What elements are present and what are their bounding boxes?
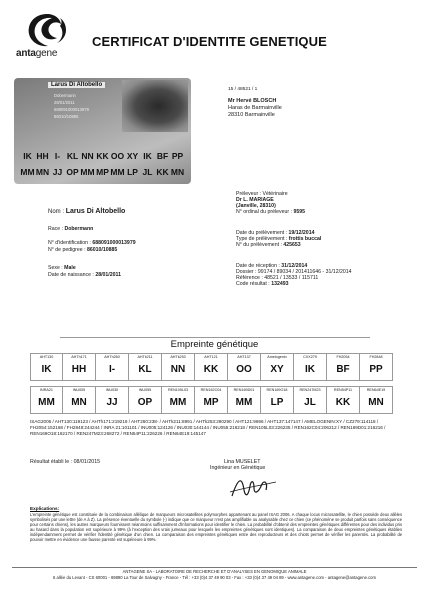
genotype-cell bbox=[63, 353, 96, 381]
genotype-cell bbox=[261, 386, 294, 414]
marker-name: REN169O18 bbox=[266, 388, 288, 392]
genotype-cell bbox=[327, 353, 360, 381]
card-genotype-tag: IK bbox=[143, 151, 152, 161]
marker-name: REN54P11 bbox=[333, 388, 353, 392]
genotype-cell bbox=[294, 386, 327, 414]
genotype-cell bbox=[96, 386, 129, 414]
animal-race: Race : Dobermann bbox=[48, 226, 94, 232]
allele-value: KL bbox=[138, 364, 152, 375]
signer-name: Lina MUSELET bbox=[224, 459, 261, 465]
allele-value: LP bbox=[270, 397, 284, 408]
result-code: Code résultat : 132493 bbox=[236, 281, 289, 287]
recipient-name: Mr Hervé BLOSCH bbox=[228, 98, 277, 104]
marker-name: FH2848 bbox=[369, 355, 383, 359]
signer-role: Ingénieur en Génétique bbox=[210, 465, 266, 471]
marker-name: REN169D01 bbox=[233, 388, 255, 392]
allele-value: I- bbox=[108, 364, 116, 375]
allele-value: BF bbox=[336, 364, 350, 375]
card-genotype-row-2 bbox=[20, 167, 185, 177]
card-genotype-tag: BF bbox=[156, 151, 169, 161]
card-genotype-tag: OO bbox=[110, 151, 125, 161]
card-genotype-tag: MN bbox=[170, 167, 185, 177]
animal-name: Nom : Larus Di Altobello bbox=[48, 208, 126, 215]
allele-value: KK bbox=[203, 364, 219, 375]
card-genotype-tag: PP bbox=[171, 151, 184, 161]
genotype-cell bbox=[195, 386, 228, 414]
sample-date: Date du prélèvement : 19/12/2014 bbox=[236, 230, 315, 236]
marker-name: REN64E19 bbox=[366, 388, 386, 392]
recipient-address-1: Haras de Barmainville bbox=[228, 105, 282, 111]
genotype-cell bbox=[129, 386, 162, 414]
recipient-address-2: 28310 Barmainville bbox=[228, 112, 275, 118]
section-divider bbox=[60, 337, 370, 338]
allele-value: MM bbox=[235, 397, 253, 408]
allele-value: PP bbox=[369, 364, 383, 375]
sampler-ordinal: N° ordinal du préleveur : 9595 bbox=[236, 209, 305, 215]
card-id: 688091000013979 bbox=[54, 107, 89, 112]
allele-value: MM bbox=[169, 397, 187, 408]
card-breed: Dobermann bbox=[54, 93, 76, 98]
marker-name: REN247M23 bbox=[299, 388, 321, 392]
allele-value: KK bbox=[335, 397, 351, 408]
allele-value: XY bbox=[270, 364, 284, 375]
allele-value: MP bbox=[203, 397, 219, 408]
empreinte-title: Empreinte génétique bbox=[170, 339, 259, 350]
marker-name: INU055 bbox=[138, 388, 152, 392]
genotype-grid-row-2 bbox=[30, 386, 393, 414]
sampler-city: (Janville, 28310) bbox=[236, 203, 276, 209]
allele-value: JL bbox=[304, 397, 316, 408]
marker-name: AHT121 bbox=[204, 355, 218, 359]
card-pedigree: 86010/10885 bbox=[54, 114, 79, 119]
explications-title: Explications: bbox=[30, 506, 60, 511]
allele-value: NN bbox=[170, 364, 186, 375]
card-genotype-tag: OP bbox=[66, 167, 79, 177]
allele-value: IK bbox=[305, 364, 315, 375]
card-genotype-tag: MN bbox=[35, 167, 50, 177]
genotype-cell bbox=[30, 353, 63, 381]
allele-value: MN bbox=[71, 397, 87, 408]
allele-value: MM bbox=[38, 397, 55, 408]
sampler-name: Dr L. MARIAGE bbox=[236, 197, 274, 203]
card-genotype-tag: LP bbox=[127, 167, 138, 177]
card-genotype-tag: IK bbox=[23, 151, 32, 161]
genotype-cell bbox=[96, 353, 129, 381]
marker-name: AHTh171 bbox=[71, 355, 87, 359]
genotype-cell bbox=[228, 353, 261, 381]
card-dob: 28/01/2011 bbox=[54, 100, 75, 105]
card-genotype-row-1 bbox=[20, 151, 185, 161]
genotype-cell bbox=[360, 353, 393, 381]
marker-name: AHTh260 bbox=[104, 355, 120, 359]
marker-name: CXX279 bbox=[303, 355, 317, 359]
sample-number: N° du prélèvement : 425653 bbox=[236, 242, 301, 248]
genotype-cell bbox=[294, 353, 327, 381]
card-genotype-tag: HH bbox=[36, 151, 49, 161]
genotype-cell bbox=[162, 353, 195, 381]
card-genotype-tag: JJ bbox=[52, 167, 63, 177]
card-genotype-tag: MM bbox=[110, 167, 125, 177]
marker-name: AHT137 bbox=[237, 355, 251, 359]
genotype-cell bbox=[327, 386, 360, 414]
allele-value: OP bbox=[137, 397, 153, 408]
card-name: Larus Di Altobello bbox=[48, 82, 105, 88]
card-genotype-tag: KK bbox=[156, 167, 169, 177]
dog-photo bbox=[122, 80, 188, 132]
id-card-image bbox=[14, 78, 191, 184]
genotype-cell bbox=[129, 353, 162, 381]
logo-wordmark: antagene bbox=[16, 48, 58, 59]
antagene-logo-icon bbox=[24, 12, 70, 48]
marker-name: INU005 bbox=[72, 388, 86, 392]
allele-value: OO bbox=[236, 364, 252, 375]
marker-name: AHTk211 bbox=[137, 355, 153, 359]
marker-name: INRA21 bbox=[40, 388, 53, 392]
document-title: CERTIFICAT D'IDENTITE GENETIQUE bbox=[92, 34, 327, 49]
animal-dob: Date de naissance : 28/01/2011 bbox=[48, 272, 121, 278]
allele-value: JJ bbox=[106, 397, 118, 408]
sampler-title: Préleveur : Vétérinaire bbox=[236, 191, 288, 197]
marker-name: REN105L03 bbox=[167, 388, 189, 392]
marker-name: FH2054 bbox=[336, 355, 350, 359]
card-genotype-tag: MP bbox=[96, 167, 109, 177]
dossier: Dossier : 99174 / 89034 / 201411646 - 31/12/2014 bbox=[236, 269, 352, 275]
sample-type: Type de prélèvement : frottis buccal bbox=[236, 236, 322, 242]
card-genotype-tag: I- bbox=[54, 151, 61, 161]
card-genotype-tag: MM bbox=[20, 167, 35, 177]
genotype-cell bbox=[30, 386, 63, 414]
card-genotype-tag: JL bbox=[142, 167, 153, 177]
genotype-cell bbox=[162, 386, 195, 414]
card-genotype-tag: MM bbox=[80, 167, 95, 177]
result-date: Résultat établi le : 08/01/2015 bbox=[30, 459, 101, 465]
footer-company: ANTAGENE SA - LABORATOIRE DE RECHERCHE ET D'ANALYSES EN GENOMIQUE ANIMALE bbox=[122, 569, 307, 574]
allele-value: IK bbox=[41, 364, 52, 375]
allele-value: HH bbox=[71, 364, 87, 375]
receipt-date: Date de réception : 31/12/2014 bbox=[236, 263, 308, 269]
footer-address: 6 allée du Levant - CS 60001 - 69890 La Tour de Salvagny - France - Tél : +33 (0)4 37 49 90 03 - Fax : +33 (0)4 37 49 04 89 - www.antagene.com - antagene@antagene.com bbox=[52, 575, 376, 580]
genotype-cell bbox=[195, 353, 228, 381]
genotype-cell bbox=[261, 353, 294, 381]
genotype-grid-row-1 bbox=[30, 353, 393, 381]
animal-sex: Sexe : Male bbox=[48, 265, 76, 271]
genotype-cell bbox=[228, 386, 261, 414]
reference: Référence : 48521 / 13533 / 115711 bbox=[236, 275, 319, 281]
card-genotype-tag: KK bbox=[96, 151, 109, 161]
genotype-cell bbox=[63, 386, 96, 414]
document-reference: 15 / 48521 / 1 bbox=[228, 87, 258, 92]
allele-value: MN bbox=[368, 397, 384, 408]
marker-name: REN162C04 bbox=[200, 388, 222, 392]
marker-name: AHTk253 bbox=[170, 355, 186, 359]
genotype-cell bbox=[360, 386, 393, 414]
isag-profile: ISAG2006 / AHT130:119123 / AHTh171:219219 / AHT260:238- / AHTk211:8991 / AHTk253:290290 / AHT121:9696 / AHT137:147147 / AMELOGENIN:XY / CZ279:114118 / FH2054:152168 / FH2848:244244 / INRA 21:101101 / INU005:124126 / INU030:144144 / INU055:216218 / REN105L03:226235 / REN162C04:206212 / REN169D01:216216 / REN169O18:162170 / REN247M23:268272 / REN54P11:226226 / REN64E19:145147 bbox=[30, 419, 386, 436]
marker-name: AHT130 bbox=[39, 355, 54, 359]
animal-pedigree: N° de pedigree : 86010/10885 bbox=[48, 247, 118, 253]
card-genotype-tag: XY bbox=[126, 151, 139, 161]
signature-icon bbox=[228, 472, 278, 502]
card-genotype-tag: KL bbox=[66, 151, 79, 161]
card-genotype-tag: NN bbox=[81, 151, 94, 161]
marker-name: Amelogenin bbox=[267, 355, 287, 359]
footer-divider bbox=[12, 567, 417, 568]
animal-id: N° d'identification : 688091000013979 bbox=[48, 240, 136, 246]
marker-name: INU030 bbox=[105, 388, 119, 392]
explications-text: L'empreinte génétique est constituée de la combinaison allélique de marqueurs microsatellites polymorphes appartenant au panel ISAG 2006. A chaque locus microsatellite, le chien possède deux allèles symbolisés par une lettre (de A à Z). La présence éventuelle du symbole (-) indique que ce marqueur n'est pas amplifiable ou analysable chez ce chien (ce phénomène se produit parfois sans conséquence pour certains chiens), les autres marqueurs fournissent néanmoins suffisamment d'informations pour identifier le chien. La probabilité d'obtenir des empreintes génétiques différentes pour des individus pris au hasard dans la population est supérieure à 99% (à l'exception des vrais jumeaux pour lesquels les empreintes génétiques sont identiques). La comparaison de deux empreintes génétiques établies indépendamment permet de vérifier l'identité génétique d'un chien. La comparaison des empreintes génétiques entre des reproducteurs et des chiots permet de vérifier les parentés. La probabilité de pouvoir mettre en évidence une fausse parenté est supérieure à 99%. bbox=[30, 512, 402, 542]
